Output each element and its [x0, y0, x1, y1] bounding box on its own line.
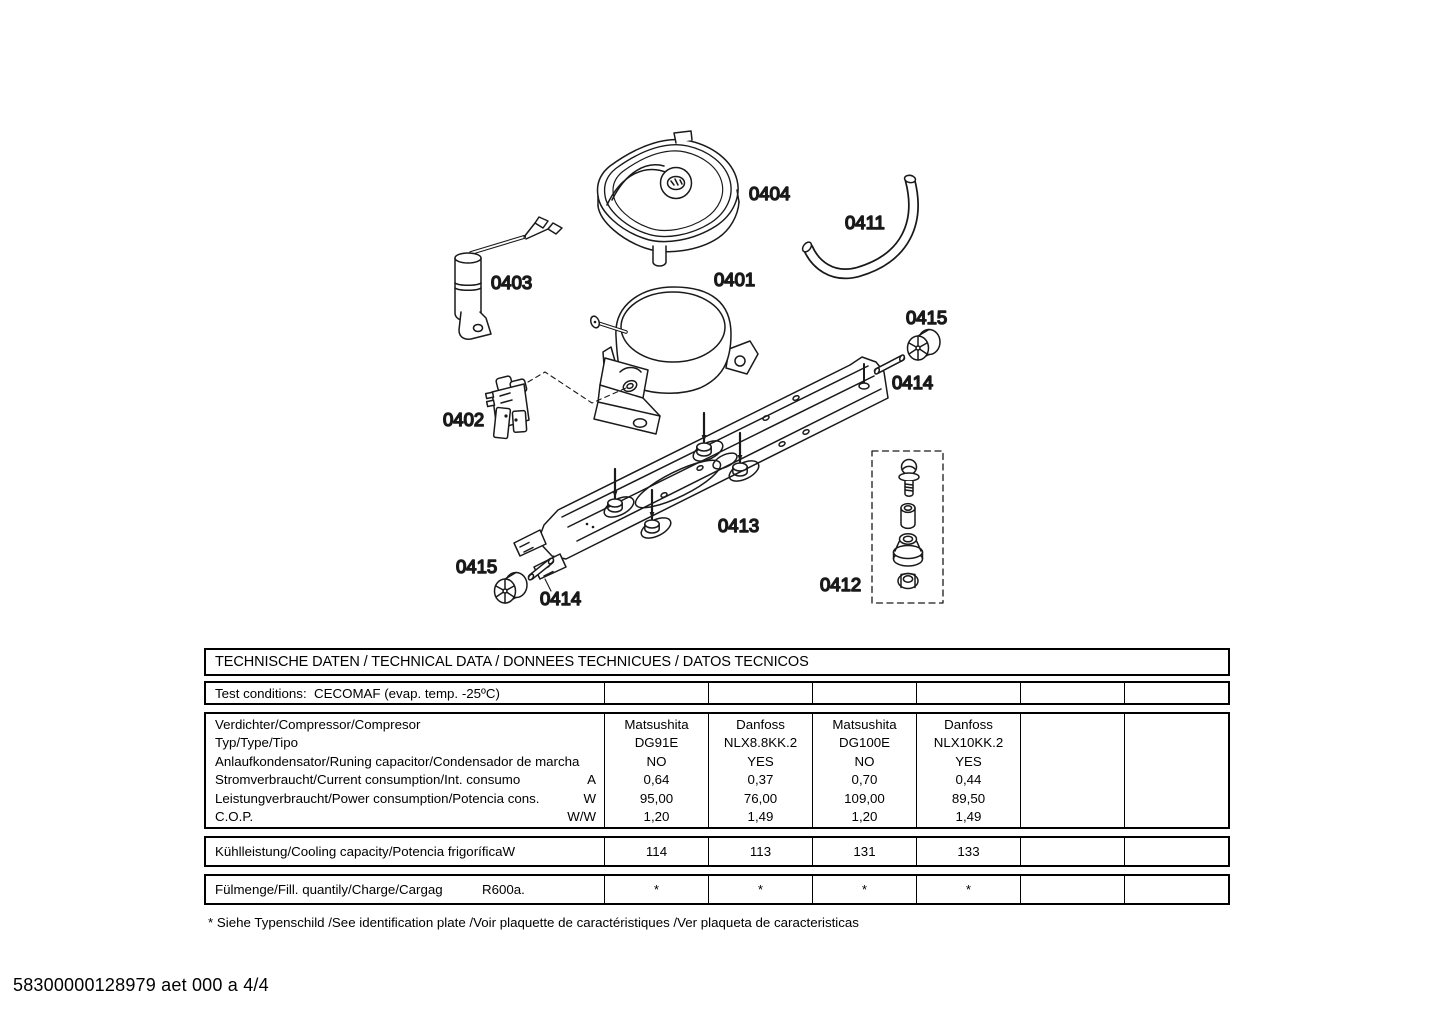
empty-cell [1020, 876, 1124, 903]
test-conditions-cell [206, 683, 604, 703]
compressor-column-3: Matsushita DG100E NO 0,70 109,00 1,20 [812, 714, 916, 827]
empty-cell [1020, 838, 1124, 865]
refrigerant-type: R600a. [482, 882, 525, 897]
spec-row-label: Verdichter/Compressor/Compresor [215, 716, 421, 732]
part-label-0413: 0413 [718, 515, 760, 536]
spec-row-label: Anlaufkondensator/Runing capacitor/Condensador de marcha [215, 753, 580, 769]
empty-cell [708, 683, 812, 703]
part-0412-mounting-kit [872, 451, 943, 603]
part-label-0403: 0403 [491, 272, 533, 293]
empty-cell [1124, 714, 1228, 827]
part-label-0415-upper: 0415 [906, 307, 948, 328]
empty-cell [1124, 838, 1228, 865]
part-label-0414-lower: 0414 [540, 588, 582, 609]
fill-value: * [708, 876, 812, 903]
part-0415-grommet-lower [495, 573, 528, 604]
empty-cell [1124, 876, 1228, 903]
cooling-value: 113 [708, 838, 812, 865]
fill-value: * [812, 876, 916, 903]
part-label-0415-lower: 0415 [456, 556, 498, 577]
test-conditions-row [204, 681, 1230, 705]
empty-cell [604, 683, 708, 703]
part-label-0411: 0411 [845, 212, 885, 233]
part-0404-evaporation-tray [598, 131, 740, 266]
cooling-value: 133 [916, 838, 1020, 865]
compressor-spec-table [204, 712, 1230, 829]
part-0413-mounting-rail [514, 357, 888, 579]
part-label-0401: 0401 [714, 269, 756, 290]
fill-value: * [916, 876, 1020, 903]
table-title: TECHNISCHE DATEN / TECHNICAL DATA / DONNEES TECHNICUES / DATOS TECNICOS [215, 654, 809, 670]
part-label-0412: 0412 [820, 574, 862, 595]
cooling-capacity-row [204, 836, 1230, 867]
empty-cell [1020, 714, 1124, 827]
compressor-column-4: Danfoss NLX10KK.2 YES 0,44 89,50 1,49 [916, 714, 1020, 827]
part-0415-grommet-upper [908, 330, 941, 361]
part-label-0404: 0404 [749, 183, 791, 204]
spec-row-label: Typ/Type/Tipo [215, 735, 299, 751]
part-label-0402: 0402 [443, 409, 485, 430]
empty-cell [1124, 683, 1228, 703]
cooling-value: 114 [604, 838, 708, 865]
spec-row-label: Stromverbraucht/Current consumption/Int. consumo A [215, 772, 596, 788]
footnote: * Siehe Typenschild /See identification plate /Voir plaquette de caractéristiques /Ver plaqueta de caracteristicas [208, 915, 859, 930]
test-conditions-text: Test conditions: CECOMAF (evap. temp. -25ºC) [215, 685, 500, 701]
compressor-column-1: Matsushita DG91E NO 0,64 95,00 1,20 [604, 714, 708, 827]
cooling-capacity-label-cell: Kühlleistung/Cooling capacity/Potencia frigorífica W [215, 844, 516, 859]
fill-quantity-row [204, 874, 1230, 905]
cooling-value: 131 [812, 838, 916, 865]
spec-row-label: Leistungverbraucht/Power consumption/Potencia cons. W [215, 790, 596, 806]
spec-label-column [206, 714, 604, 827]
fill-value: * [604, 876, 708, 903]
document-code: 58300000128979 aet 000 a 4/4 [13, 975, 269, 995]
empty-cell [916, 683, 1020, 703]
part-0401-compressor [589, 287, 758, 434]
part-label-0414-upper: 0414 [892, 372, 934, 393]
spec-row-label: C.O.P. W/W [215, 809, 596, 825]
compressor-column-2: Danfoss NLX8.8KK.2 YES 0,37 76,00 1,49 [708, 714, 812, 827]
empty-cell [1020, 683, 1124, 703]
fill-quantity-label-cell: Fülmenge/Fill. quantily/Charge/Carga R600a. g [215, 882, 525, 897]
table-title-box [204, 648, 1230, 676]
empty-cell [812, 683, 916, 703]
